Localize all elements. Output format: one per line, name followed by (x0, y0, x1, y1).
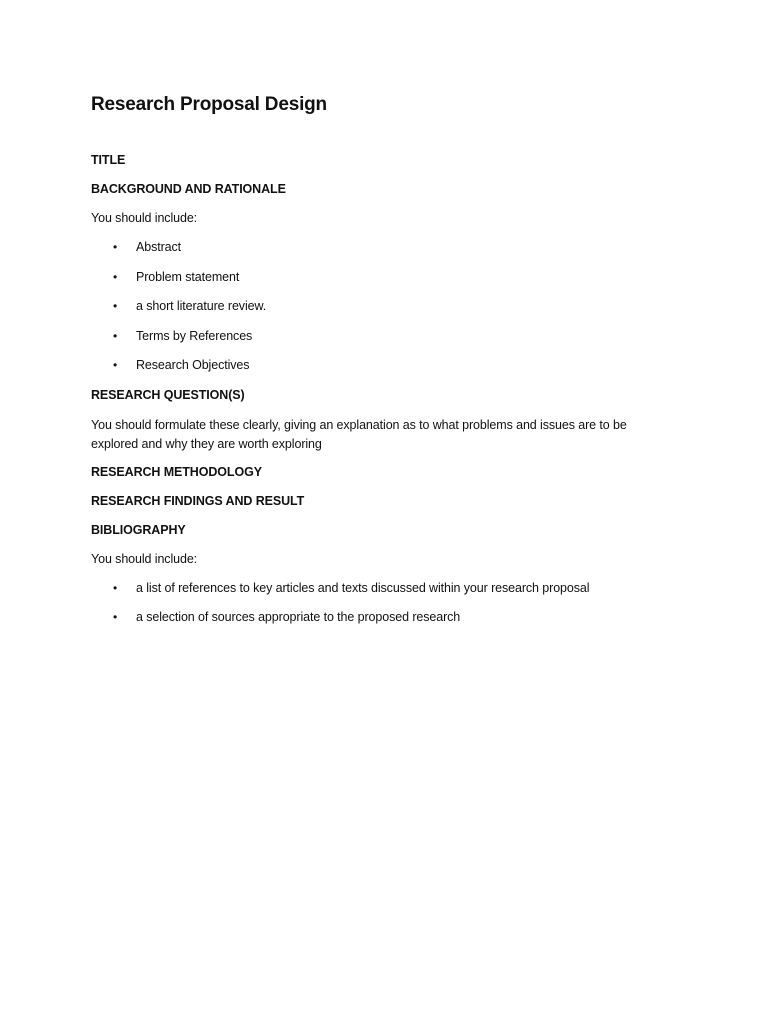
list-item-text: Abstract (136, 240, 182, 254)
list-item-text: a short literature review. (136, 299, 267, 313)
list-item-text: a selection of sources appropriate to the proposed research (136, 610, 461, 624)
title-heading: TITLE (91, 153, 126, 167)
list-item (91, 239, 671, 255)
list-item-text: Terms by References (136, 328, 253, 343)
list-item (91, 580, 671, 596)
list-item (91, 269, 671, 285)
list-item (91, 609, 671, 625)
bullet-icon: • (113, 240, 118, 254)
document-body (91, 94, 671, 639)
findings-heading: RESEARCH FINDINGS AND RESULT (91, 493, 305, 508)
list-item-text: Research Objectives (136, 358, 250, 372)
bullet-icon: • (113, 269, 118, 284)
background-list (91, 239, 671, 373)
list-item-text: Problem statement (136, 269, 240, 284)
list-item-text: a list of references to key articles and texts discussed within your research proposal (136, 580, 590, 595)
background-intro: You should include: (91, 211, 198, 225)
bibliography-heading: BIBLIOGRAPHY (91, 522, 186, 537)
bullet-icon: • (113, 580, 118, 595)
bullet-icon: • (113, 610, 118, 624)
document-title: Research Proposal Design (91, 94, 327, 115)
bullet-icon: • (113, 299, 118, 313)
list-item (91, 328, 671, 344)
background-heading: BACKGROUND AND RATIONALE (91, 182, 286, 196)
research-questions-text: You should formulate these clearly, giving an explanation as to what problems and issues are to be explored and why they are worth exploring (91, 417, 627, 451)
research-questions-heading: RESEARCH QUESTION(S) (91, 387, 245, 402)
bullet-icon: • (113, 358, 118, 372)
list-item (91, 298, 671, 314)
list-item (91, 357, 671, 373)
bibliography-intro: You should include: (91, 551, 198, 566)
bullet-icon: • (113, 328, 118, 343)
bibliography-list (91, 580, 671, 626)
methodology-heading: RESEARCH METHODOLOGY (91, 464, 262, 479)
